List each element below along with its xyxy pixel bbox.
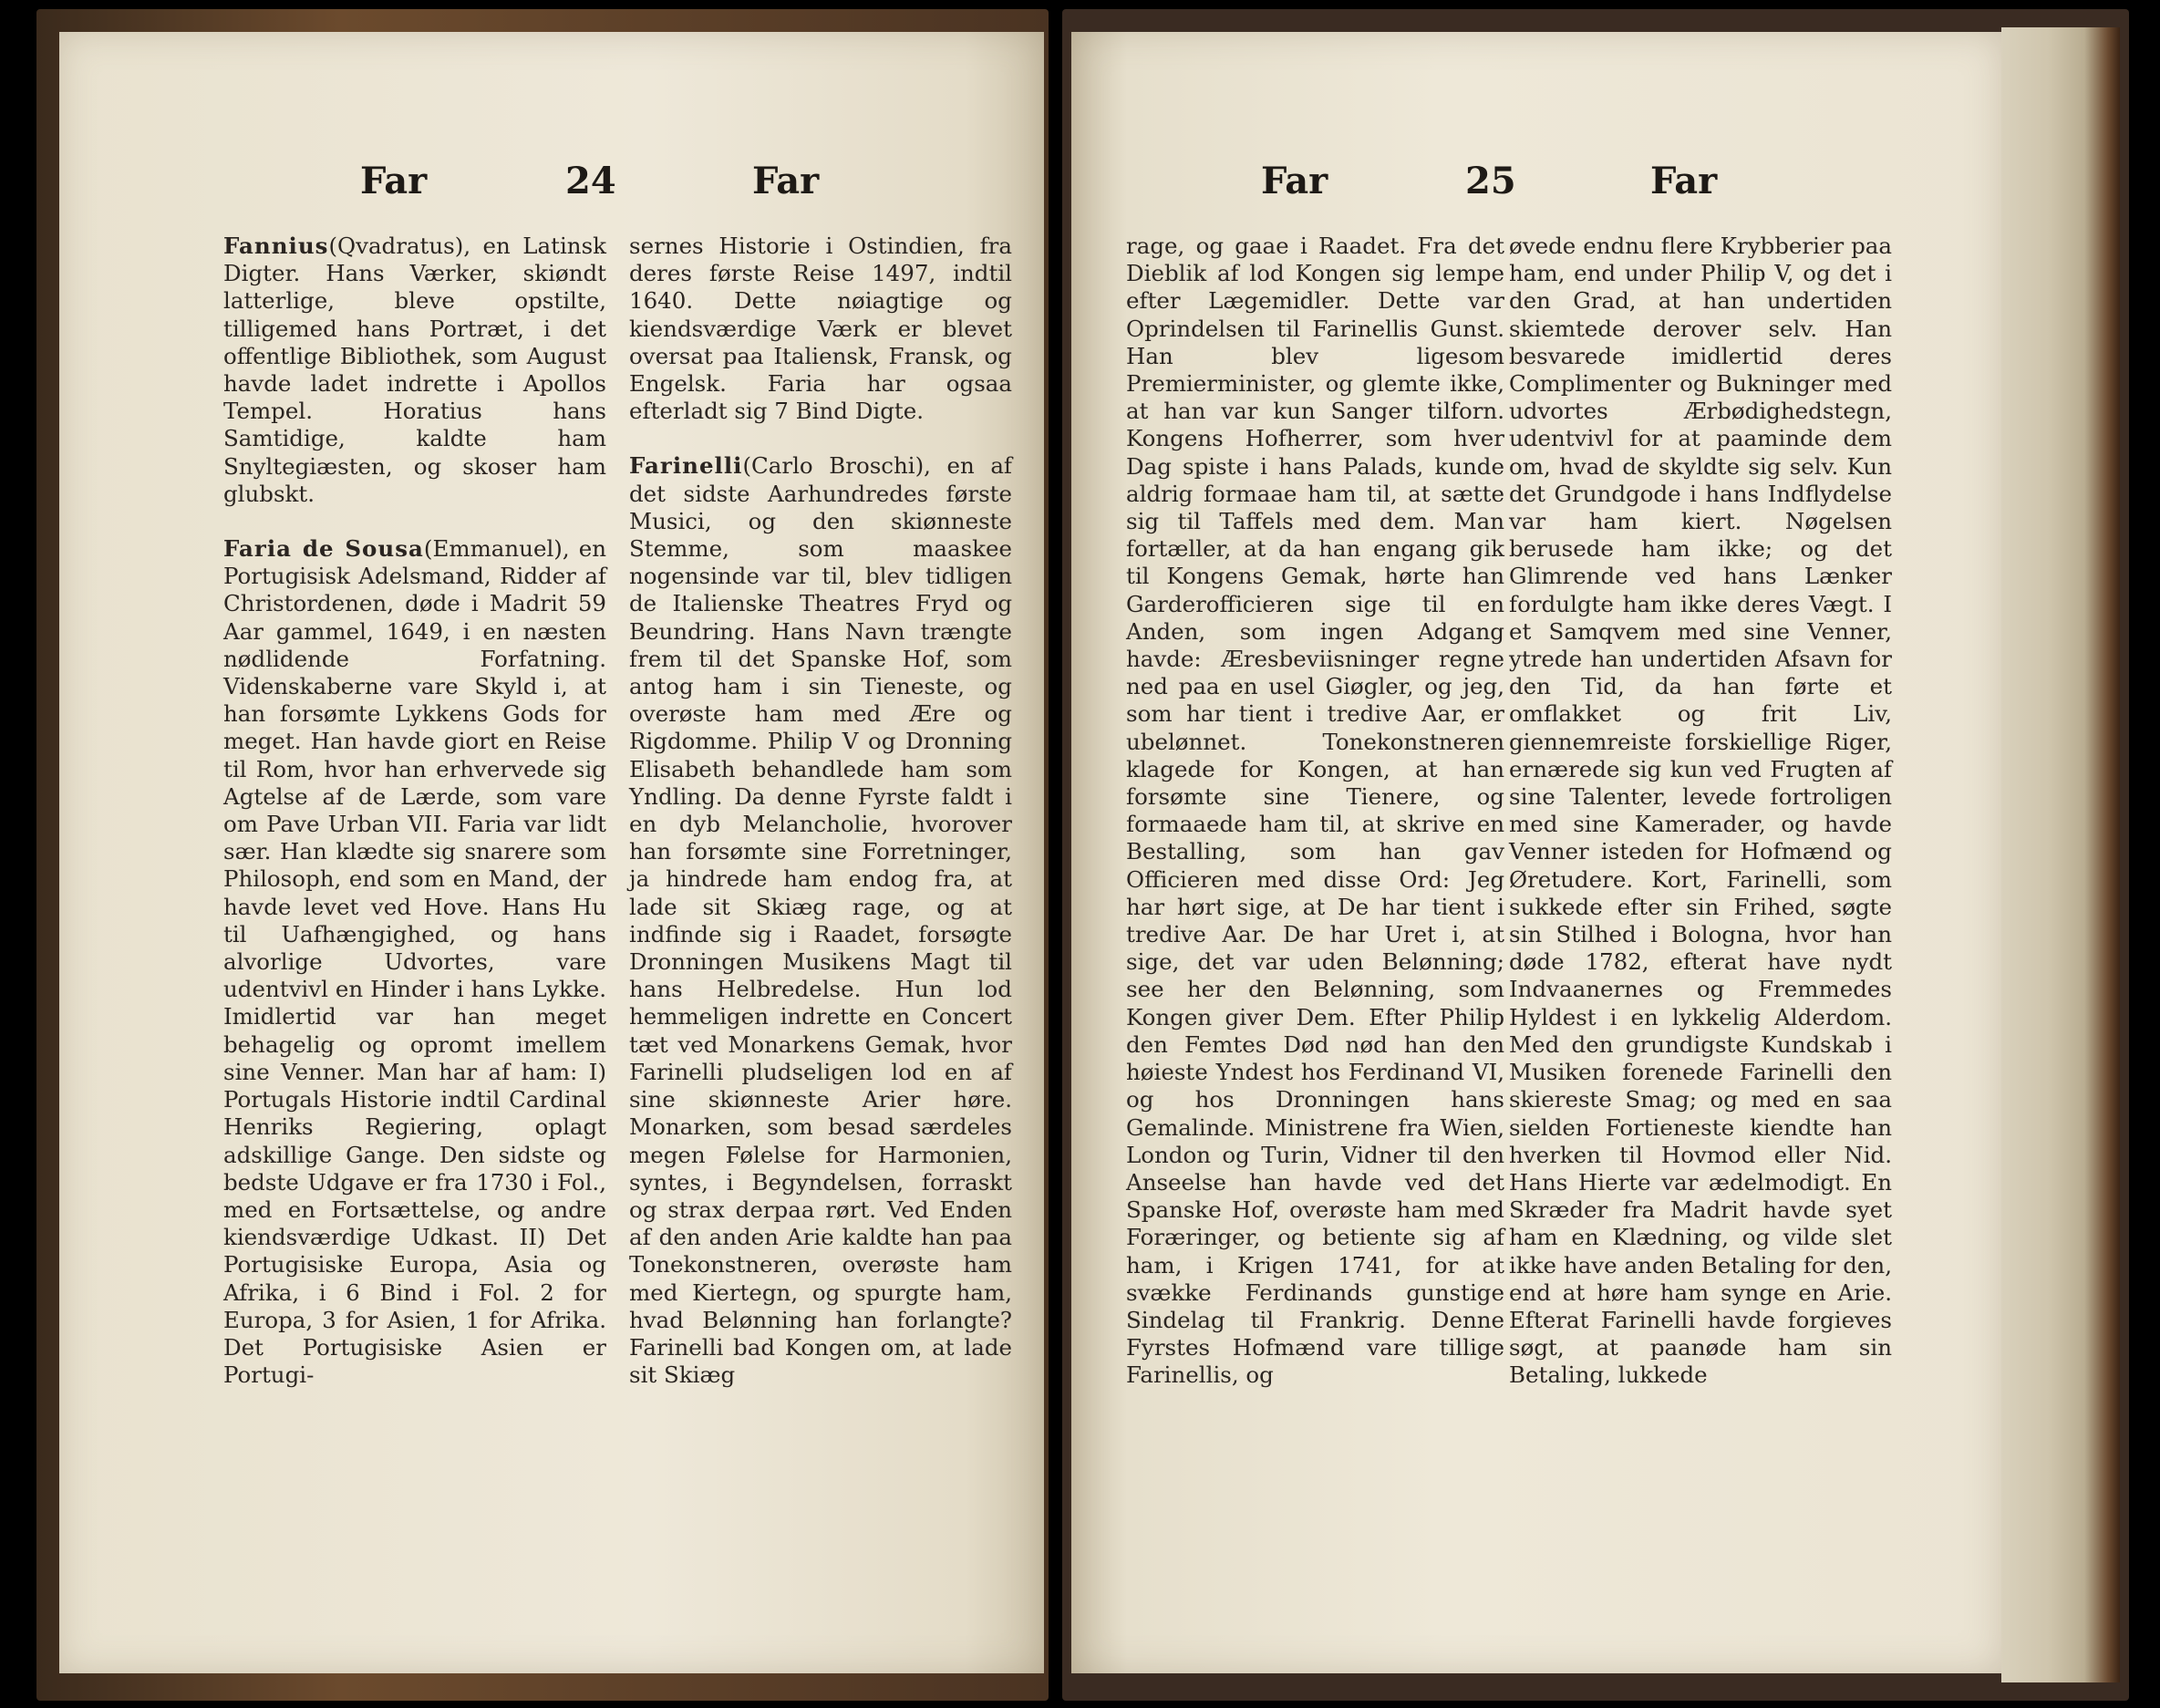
- guide-word-right: Far: [752, 160, 820, 202]
- entry-headword: Fannius: [223, 233, 329, 259]
- left-page-column-1: [223, 233, 606, 1389]
- left-page-header: [59, 160, 1044, 214]
- entry-text: (Emmanuel), en Portugisisk Adelsmand, Ridder af Christordenen, døde i Madrit 59 Aar gammel, 1649, i en næsten nødlidende Forfatning. Videnskaberne vare Skyld i, at han forsømte Lykkens Gods for meget. Han havde giort en Reise til Rom, hvor han erhvervede sig Agtelse af de Lærde, som vare om Pave Urban VII. Faria var lidt sær. Han klædte sig snarere som Philosoph, end som en Mand, der havde levet ved Hove. Hans Hu til Uafhængighed, og hans alvorlige Udvortes, vare udentvivl en Hinder i hans Lykke. Imidlertid var han meget behagelig og opromt imellem sine Venner. Man har af ham: I) Portugals Historie indtil Cardinal Henriks Regiering, oplagt adskillige Gange. Den sidste og bedste Udgave er fra 1730 i Fol., med en Fortsættelse, og andre kiendsværdige Udkast. II) Det Portugisiske Europa, Asia og Afrika, i 6 Bind i Fol. 2 for Europa, 3 for Asien, 1 for Afrika. Det Portugisiske Asien er Portugi-: [223, 535, 606, 1389]
- entry-continuation: [629, 233, 1012, 425]
- page-number: 24: [565, 160, 616, 202]
- right-page-header: [1071, 160, 2001, 214]
- entry-text: sernes Historie i Ostindien, fra deres første Reise 1497, indtil 1640. Dette nøiagtige og kiendsværdige Værk er blevet oversat paa Italiensk, Fransk, og Engelsk. Faria har ogsaa efterladt sig 7 Bind Digte.: [629, 233, 1012, 425]
- entry-text: (Qvadratus), en Latinsk Digter. Hans Værker, skiøndt latterlige, bleve opstilte, tilligemed hans Portræt, i det offentlige Bibliothek, som August havde ladet indrette i Apollos Tempel. Horatius hans Samtidige, kaldte ham Snyltegiæsten, og skoser ham glubskt.: [223, 233, 606, 507]
- entry-headword: Faria de Sousa: [223, 535, 424, 563]
- entry-text: øvede endnu flere Krybberier paa ham, end under Philip V, og det i den Grad, at han undertiden skiemtede derover selv. Han besvarede imidlertid deres Complimenter og Bukninger med udvortes Ærbødighedstegn, udentvivl for at paaminde dem om, hvad de skyldte sig selv. Kun det Grundgode i hans Indflydelse var ham kiert. Nøgelsen berusede ham ikke; og det Glimrende ved hans Lænker fordulgte ham ikke deres Vægt. I et Samqvem med sine Venner, ytrede han undertiden Afsavn for den Tid, da han førte et omflakket og frit Liv, giennemreiste forskiellige Riger, ernærede sig kun ved Frugten af sine Talenter, levede fortroligen med sine Kamerader, og havde Venner isteden for Hofmænd og Øretudere. Kort, Farinelli, som sukkede efter sin Frihed, søgte sin Stilhed i Bologna, hvor han døde 1782, efterat have nydt Indvaanernes og Fremmedes Hyldest i en lykkelig Alderdom. Med den grundigste Kundskab i Musiken forenede Farinelli den skiereste Smag; og med en saa sielden Fortieneste kiendte han hverken til Hovmod eller Nid. Hans Hierte var ædelmodigt. En Skræder fra Madrit havde syet ham en Klædning, og vilde slet ikke have anden Betaling for den, end at høre ham synge en Arie. Efterat Farinelli havde forgieves søgt, at paanøde ham sin Betaling, lukkede: [1509, 233, 1892, 1389]
- right-page: [1071, 32, 2001, 1673]
- entry-text: rage, og gaae i Raadet. Fra det Dieblik af lod Kongen sig lempe efter Lægemidler. Dette var Oprindelsen til Farinellis Gunst. Han blev ligesom Premierminister, og glemte ikke, at han var kun Sanger tilforn. Kongens Hofherrer, som hver Dag spiste i hans Palads, kunde aldrig formaae ham til, at sætte sig til Taffels med dem. Man fortæller, at da han engang gik til Kongens Gemak, hørte han Garderofficieren sige til en Anden, som ingen Adgang havde: Æresbeviisninger regne ned paa en usel Giøgler, og jeg, som har tient i tredive Aar, er ubelønnet. Tonekonstneren klagede for Kongen, at han forsømte sine Tienere, og formaaede ham til, at skrive en Bestalling, som han gav Officieren med disse Ord: Jeg har hørt sige, at De har tient i tredive Aar. De har Uret i, at sige, det var uden Belønning; see her den Belønning, som Kongen giver Dem. Efter Philip den Femtes Død nød han den høieste Yndest hos Ferdinand VI, og hos Dronningen hans Gemalinde. Ministrene fra Wien, London og Turin, Vidner til den Anseelse han havde ved det Spanske Hof, overøste ham med Foræringer, og betiente sig af ham, i Krigen 1741, for at svække Ferdinands gunstige Sindelag til Frankrig. Denne Fyrstes Hofmænd vare tillige Farinellis, og: [1126, 233, 1504, 1389]
- entry-farinelli: [629, 452, 1012, 1389]
- right-page-column-2: [1509, 233, 1892, 1390]
- entry-headword: Farinelli: [629, 452, 743, 480]
- left-page-column-2: [629, 233, 1012, 1389]
- entry-continuation: [1509, 233, 1892, 1390]
- page-edges: [2001, 27, 2120, 1682]
- entry-continuation: [1126, 233, 1504, 1390]
- guide-word-left: Far: [1261, 160, 1328, 202]
- left-page: [59, 32, 1044, 1673]
- guide-word-left: Far: [360, 160, 428, 202]
- entry-text: (Carlo Broschi), en af det sidste Aarhundredes første Musici, og den skiønneste Stemme, som maaskee nogensinde var til, blev tidligen de Italienske Theatres Fryd og Beundring. Hans Navn trængte frem til det Spanske Hof, som antog ham i sin Tieneste, og overøste ham med Ære og Rigdomme. Philip V og Dronning Elisabeth behandlede ham som Yndling. Da denne Fyrste faldt i en dyb Melancholie, hvorover han forsømte sine Forretninger, ja hindrede ham endog fra, at lade sit Skiæg rage, og at indfinde sig i Raadet, forsøgte Dronningen Musikens Magt til hans Helbredelse. Hun lod hemmeligen indrette en Concert tæt ved Monarkens Gemak, hvor Farinelli pludseligen lod en af sine skiønneste Arier høre. Monarken, som besad særdeles megen Følelse for Harmonien, syntes, i Begyndelsen, forraskt og strax derpaa rørt. Ved Enden af den anden Arie kaldte han paa Tonekonstneren, overøste ham med Kiertegn, og spurgte ham, hvad Belønning han forlangte? Farinelli bad Kongen om, at lade sit Skiæg: [629, 452, 1012, 1389]
- guide-word-right: Far: [1650, 160, 1718, 202]
- entry-fannius: [223, 233, 606, 508]
- entry-faria-de-sousa: [223, 535, 606, 1389]
- page-number: 25: [1465, 160, 1516, 202]
- right-page-column-1: [1126, 233, 1504, 1390]
